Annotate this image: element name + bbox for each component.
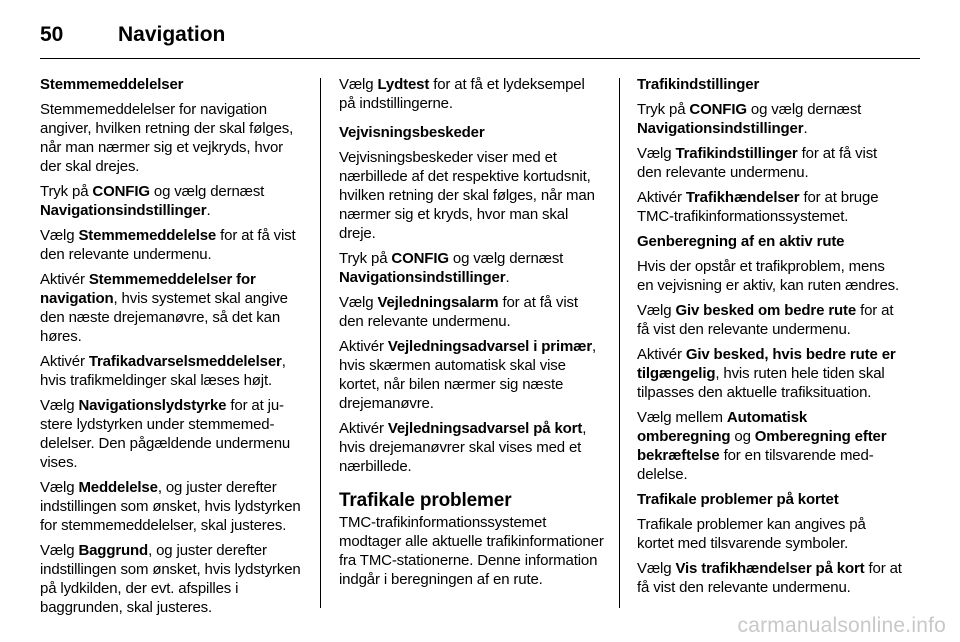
text-run: , og juster derefter indstillingen som ønsket, hvis lydstyrken for stemmemeddelelser, skal justeres. [40,479,301,534]
subsection-heading: Stemmemeddelelser [40,76,184,93]
text-run: for at få et lydeksempel på indstillingerne. [339,76,585,112]
emphasized-term: CONFIG [391,250,449,267]
paragraph [40,100,306,176]
text-run: Stemmemeddelelser for navigation angiver, hvilken retning der skal følges, når man nærmer sig et vejkryds, hvor der skal drejes. [40,101,294,175]
column-divider [320,78,321,608]
emphasized-term: Stemmemeddelelse [78,227,217,244]
emphasized-term: Vejledningsalarm [377,294,499,311]
text-run: , hvis skærmen automatisk skal vise kortet, når bilen nærmer sig næste drejemanøvre. [339,338,597,412]
text-run: Vælg [40,542,79,559]
paragraph [339,419,605,476]
paragraph [40,270,306,346]
paragraph [40,226,306,264]
paragraph [637,188,903,226]
text-run: Vælg [40,397,79,414]
text-run: Tryk på [40,183,93,200]
text-run: . [803,120,808,137]
watermark: carmanualsonline.info [737,614,946,637]
text-run: Vælg [40,227,79,244]
text-run: for at få vist den relevante undermenu. [637,302,894,338]
paragraph [40,541,306,617]
text-run: Aktivér [40,271,89,288]
emphasized-term: Stemmemeddelelser for navigation [40,271,256,307]
emphasized-term: Vis trafikhændelser på kort [675,560,865,577]
column-3 [637,75,903,603]
page-title: Navigation [118,23,226,46]
text-run: TMC-trafikinformationssystemet modtager alle aktuelle trafikinformationer fra TMC-stationerne. Denne information indgår i beregningen af en rute. [339,514,604,588]
text-run: , hvis drejemanøvrer skal vises med et nærbillede. [339,420,587,475]
subsection-heading: Genberegning af en aktiv rute [637,233,845,250]
column-2 [339,75,605,595]
text-run: Vælg [40,479,79,496]
paragraph [637,559,903,597]
text-run: for en tilsvarende meddelelse. [637,447,874,483]
subsection-heading: Trafikale problemer på kortet [637,491,839,508]
text-run: for at justere lydstyrken under stemmemeddelelser. Den pågældende undermenu vises. [40,397,291,471]
text-run: for at få vist den relevante undermenu. [637,145,878,181]
text-run: Aktivér [40,353,89,370]
emphasized-term: Navigationslydstyrke [78,397,227,414]
column-divider [619,78,620,608]
paragraph [637,345,903,402]
text-run: Hvis der opstår et trafikproblem, mens en vejvisning er aktiv, kan ruten ændres. [637,258,900,294]
emphasized-term: Baggrund [78,542,149,559]
page-header [40,18,225,52]
text-run: og vælg dernæst [448,250,564,267]
paragraph [40,352,306,390]
section-heading: Trafikale problemer [339,490,512,511]
text-run: og [730,428,755,445]
text-run: Aktivér [339,420,388,437]
emphasized-term: Automatisk omberegning [637,409,808,445]
text-run: for at bruge TMC-trafikinformationssystemet. [637,189,879,225]
paragraph [637,100,903,138]
text-run: Aktivér [339,338,388,355]
paragraph [637,257,903,295]
text-run: Vælg [637,145,676,162]
subsection-heading: Trafikindstillinger [637,76,760,93]
text-run: for at få vist den relevante undermenu. [40,227,296,263]
paragraph [637,144,903,182]
text-run: , hvis trafikmeldinger skal læses højt. [40,353,286,389]
text-run: og vælg dernæst [149,183,265,200]
text-run: Tryk på [339,250,392,267]
text-run: og vælg dernæst [746,101,862,118]
text-run: . [206,202,211,219]
text-run: Vælg mellem [637,409,727,426]
text-run: Aktivér [637,346,686,363]
paragraph [637,515,903,553]
emphasized-term: Omberegning efter bekræftelse [637,428,887,464]
paragraph [339,249,605,287]
text-run: , og juster derefter indstillingen som ønsket, hvis lydstyrken på lydkilden, der evt. afspilles i baggrunden, skal justeres. [40,542,301,616]
page-number: 50 [40,23,64,46]
text-run: , hvis ruten hele tiden skal tilpasses den aktuelle trafiksituation. [637,365,885,401]
emphasized-term: Trafikindstillinger [675,145,798,162]
emphasized-term: Trafikadvarselsmeddelelser [88,353,282,370]
paragraph [339,293,605,331]
emphasized-term: Vejledningsadvarsel i primær [387,338,593,355]
emphasized-term: Trafikhændelser [685,189,800,206]
emphasized-term: Navigationsindstillinger [40,202,207,219]
text-run: , hvis systemet skal angive den næste drejemanøvre, så det kan høres. [40,290,288,345]
text-run: Vejvisningsbeskeder viser med et nærbillede af det respektive kortudsnit, hvilken retning der skal følges, når man nærmer sig et kryds, hvor man skal dreje. [339,149,595,242]
paragraph [339,337,605,413]
subsection-heading: Vejvisningsbeskeder [339,124,485,141]
text-run: Vælg [637,560,676,577]
emphasized-term: CONFIG [689,101,747,118]
text-run: . [505,269,510,286]
text-run: Vælg [339,294,378,311]
text-run: Vælg [339,76,378,93]
emphasized-term: CONFIG [92,183,150,200]
paragraph [637,408,903,484]
paragraph [40,396,306,472]
emphasized-term: Navigationsindstillinger [339,269,506,286]
column-1 [40,75,306,623]
emphasized-term: Meddelelse [78,479,158,496]
text-run: Trafikale problemer kan angives på kortet med tilsvarende symboler. [637,516,866,552]
emphasized-term: Vejledningsadvarsel på kort [387,420,583,437]
paragraph [339,513,605,589]
paragraph [339,148,605,243]
paragraph [40,182,306,220]
emphasized-term: Giv besked om bedre rute [675,302,857,319]
emphasized-term: Giv besked, hvis bedre rute er tilgængelig [637,346,896,382]
text-run: for at få vist den relevante undermenu. [637,560,902,596]
emphasized-term: Navigationsindstillinger [637,120,804,137]
paragraph [637,301,903,339]
text-run: Aktivér [637,189,686,206]
paragraph [40,478,306,535]
text-run: Tryk på [637,101,690,118]
emphasized-term: Lydtest [377,76,430,93]
text-run: Vælg [637,302,676,319]
header-divider [40,58,920,59]
paragraph [339,75,605,113]
text-run: for at få vist den relevante undermenu. [339,294,578,330]
